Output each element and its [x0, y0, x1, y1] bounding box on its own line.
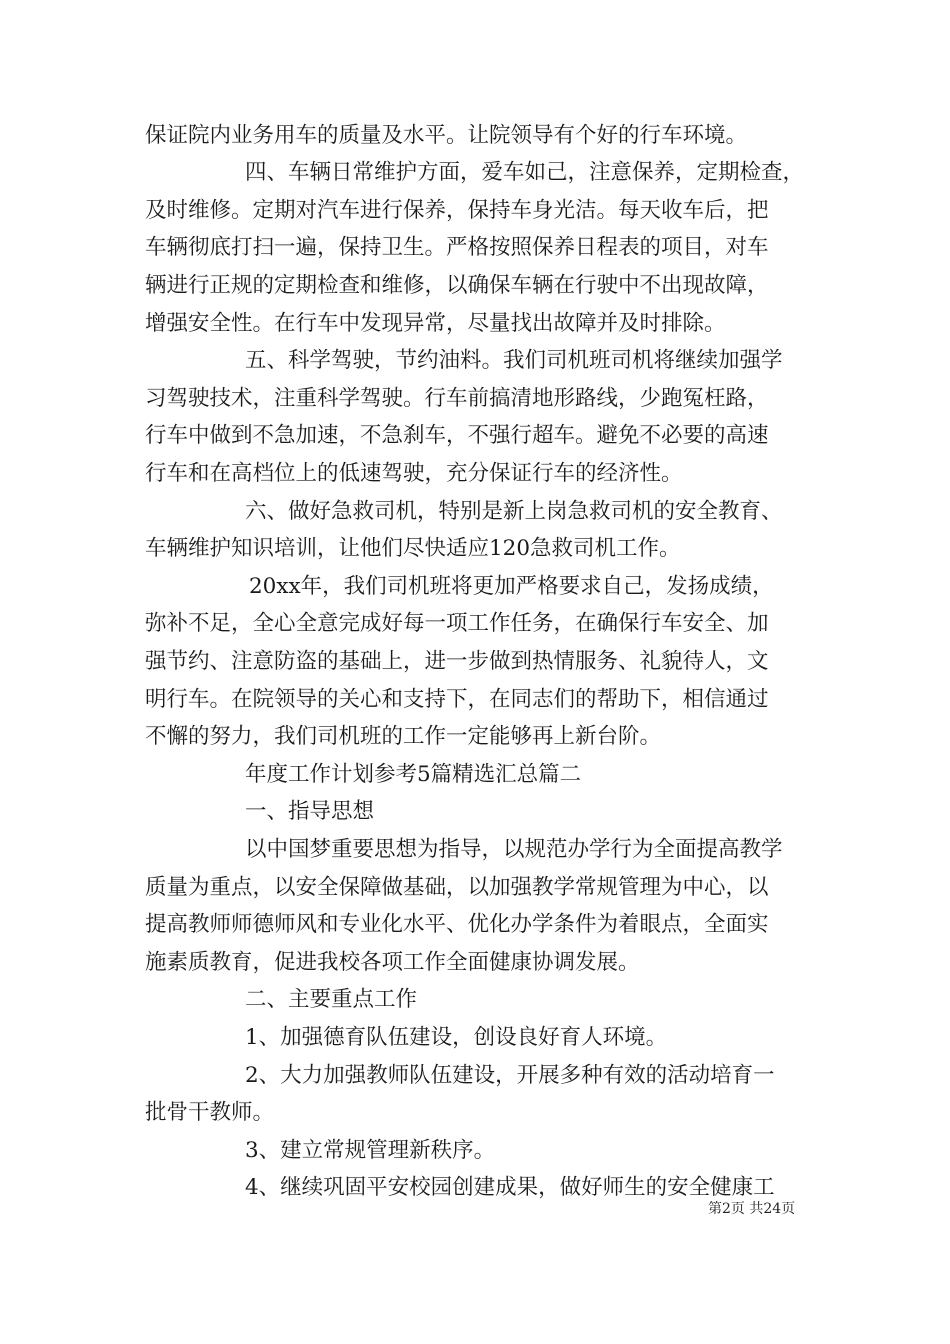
text-line: 保证院内业务用车的质量及水平。让院领导有个好的行车环境。 [145, 123, 748, 148]
text-line: 质量为重点，以安全保障做基础，以加强教学常规管理为中心，以 [145, 875, 769, 900]
page-number-footer: 第2页 共24页 [708, 1201, 796, 1217]
text-line: 车辆维护知识培训，让他们尽快适应120急救司机工作。 [145, 536, 681, 561]
list-item: 1、加强德育队伍建设，创设良好育人环境。 [245, 1025, 668, 1050]
list-item: 4、继续巩固平安校园创建成果，做好师生的安全健康工 [245, 1175, 775, 1200]
text-line: 增强安全性。在行车中发现异常，尽量找出故障并及时排除。 [145, 311, 726, 336]
text-line: 习驾驶技术，注重科学驾驶。行车前搞清地形路线，少跑冤枉路， [145, 386, 769, 411]
list-item: 2、大力加强教师队伍建设，开展多种有效的活动培育一 [245, 1063, 775, 1088]
section-heading: 年度工作计划参考5篇精选汇总篇二 [245, 762, 582, 787]
list-item: 3、建立常规管理新秩序。 [245, 1138, 496, 1163]
text-line: 批骨干教师。 [145, 1100, 275, 1125]
text-line: 车辆彻底打扫一遍，保持卫生。严格按照保养日程表的项目，对车 [145, 235, 769, 260]
text-line: 辆进行正规的定期检查和维修，以确保车辆在行驶中不出现故障， [145, 273, 769, 298]
section-heading: 一、指导思想 [245, 799, 375, 824]
text-line: 五、科学驾驶，节约油料。我们司机班司机将继续加强学 [245, 348, 783, 373]
text-line: 不懈的努力，我们司机班的工作一定能够再上新台阶。 [145, 724, 662, 749]
text-line: 强节约、注意防盗的基础上，进一步做到热情服务、礼貌待人，文 [145, 649, 769, 674]
text-line: 明行车。在院领导的关心和支持下，在同志们的帮助下，相信通过 [145, 687, 769, 712]
text-line: 20xx年，我们司机班将更加严格要求自己，发扬成绩， [249, 574, 774, 599]
text-line: 六、做好急救司机，特别是新上岗急救司机的安全教育、 [245, 499, 783, 524]
section-heading: 二、主要重点工作 [245, 987, 418, 1012]
text-line: 行车和在高档位上的低速驾驶，充分保证行车的经济性。 [145, 461, 683, 486]
text-line: 及时维修。定期对汽车进行保养，保持车身光洁。每天收车后，把 [145, 198, 769, 223]
text-line: 以中国梦重要思想为指导，以规范办学行为全面提高教学 [245, 837, 783, 862]
text-line: 行车中做到不急加速，不急刹车，不强行超车。避免不必要的高速 [145, 423, 769, 448]
text-line: 四、车辆日常维护方面，爱车如己，注意保养，定期检查， [245, 160, 805, 185]
text-line: 提高教师师德师风和专业化水平、优化办学条件为着眼点，全面实 [145, 912, 769, 937]
text-line: 弥补不足，全心全意完成好每一项工作任务，在确保行车安全、加 [145, 611, 769, 636]
text-line: 施素质教育，促进我校各项工作全面健康协调发展。 [145, 950, 640, 975]
